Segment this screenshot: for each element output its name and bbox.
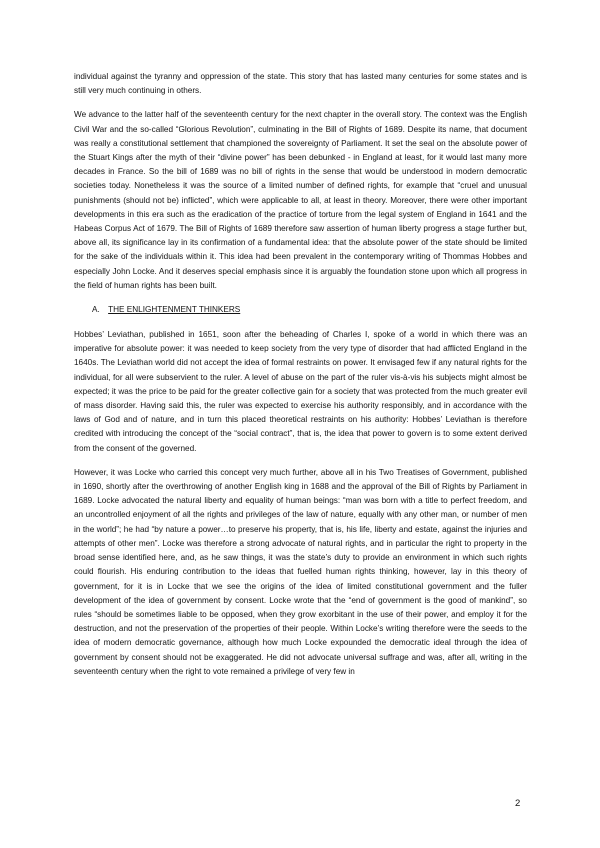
paragraph-bill-of-rights: We advance to the latter half of the seventeenth century for the next chapter in the overall story. The context was the English Civil War and the so-called “Glorious Revolution”, culminating in the Bill of Rights of 1689. Despite its name, that document was really a constitutional settlement that championed the sovereignty of Parliament. It set the seal on the absolute power of the Stuart Kings after the myth of their “divine power” has been debunked - in England at least, for it would last many more decades in France. So the bill of 1689 was no bill of rights in the sense that would be understood in modern democratic societies today. Nonetheless it was the source of a limited number of defined rights, for example that “cruel and unusual punishments (should not be) inflicted”, which were applicable to all, at least in theory. Moreover, there were other important developments in this era such as the eradication of the practice of torture from the legal system of England in 1641 and the Habeas Corpus Act of 1679. The Bill of Rights of 1689 therefore saw assertion of human liberty progress a stage further but, above all, its significance lay in its confirmation of a fundamental idea: that the absolute power of the state should be limited for the sake of the individuals within it. This idea had been prevalent in the contemporary writing of Thommas Hobbes and especially John Locke. And it deserves special emphasis since it is arguably the foundation stone upon which all progress in the field of human rights has been built. <box>74 110 527 290</box>
paragraph-locke: However, it was Locke who carried this concept very much further, above all in his Two Treatises of Government, published in 1690, shortly after the overthrowing of another English king in 1688 and the approval of the Bill of Rights by Parliament in 1689. Locke advocated the natural liberty and equality of human beings: “man was born with a title to perfect freedom, and an uncontrolled enjoyment of all the rights and privileges of the law of nature, equally with any other man, or number of men in the world”; he had “by nature a power…to preserve his property, that is, his life, liberty and estate, against the injuries and attempts of other men”. Locke was therefore a strong advocate of natural rights, and in particular the right to property in the broad sense identified here, and, as he saw things, it was the state’s duty to provide an environment in which such rights could flourish. His enduring contribution to the ideas that fuelled human rights thinking, however, lay in this theory of government, for it is in Locke that we see the origins of the idea of limited constitutional government and the fuller development of the idea of government by consent. Locke wrote that the “end of government is the good of mankind”, so rules “should be sometimes liable to be opposed, when they grow exorbitant in the use of their power, and employ it for the destruction, and not the preservation of the properties of their people. Within Locke’s writing therefore were the seeds to the idea of modern democratic governance, although how much Locke expounded the democratic ideal through the idea of government by consent should not be exaggerated. He did not advocate universal suffrage and was, after all, writing in the seventeenth century when the right to vote remained a privilege of very few in <box>74 467 527 676</box>
section-heading <box>92 303 527 317</box>
section-title: THE ENLIGHTENMENT THINKERS <box>108 305 241 315</box>
page-number: 2 <box>515 798 521 809</box>
paragraph-continuation: individual against the tyranny and oppression of the state. This story that has lasted many centuries for some states and is still very much continuing in others. <box>74 72 527 96</box>
section-number: A. <box>92 305 100 315</box>
page-body <box>74 70 527 689</box>
paragraph-hobbes: Hobbes’ Leviathan, published in 1651, soon after the beheading of Charles I, spoke of a world in which there was an imperative for absolute power: it was needed to keep society from the very type of disorder that had afflicted England in the 1640s. The Leviathan world did not accept the idea of formal restraints on power. It envisaged few if any natural rights for the individual, for all were subservient to the ruler. A level of abuse on the part of the ruler vis-à-vis his subjects might almost be expected; it was the price to be paid for the greater collective gain for a society that was protected from the much greater evil of mass disorder. Having said this, the ruler was expected to exercise his authority responsibly, and in accordance with the laws of God and of nature, and in turn this placed theoretical restraints on his authority: Hobbes’ Leviathan is therefore credited with introducing the concept of the “social contract”, that is, the idea that power to govern is to some extent derived from the consent of the governed. <box>74 330 527 453</box>
